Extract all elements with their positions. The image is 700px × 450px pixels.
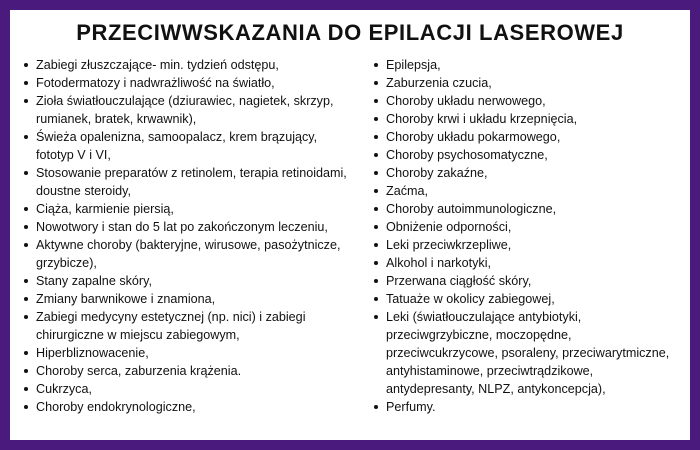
list-item: Świeża opalenizna, samoopalacz, krem brązujący, fototyp V i VI, [22, 128, 352, 164]
list-item: Obniżenie odporności, [372, 218, 672, 236]
list-item: Zmiany barwnikowe i znamiona, [22, 290, 352, 308]
list-item: Przerwana ciągłość skóry, [372, 272, 672, 290]
list-item: Zaburzenia czucia, [372, 74, 672, 92]
list-item: Alkohol i narkotyki, [372, 254, 672, 272]
list-item: Perfumy. [372, 398, 672, 416]
list-item: Choroby układu pokarmowego, [372, 128, 672, 146]
list-item: Fotodermatozy i nadwrażliwość na światło, [22, 74, 352, 92]
list-item: Choroby psychosomatyczne, [372, 146, 672, 164]
list-item: Tatuaże w okolicy zabiegowej, [372, 290, 672, 308]
content-card [10, 10, 690, 440]
list-item: Zioła światłouczulające (dziurawiec, nagietek, skrzyp, rumianek, bratek, krwawnik), [22, 92, 352, 128]
list-item: Choroby serca, zaburzenia krążenia. [22, 362, 352, 380]
list-item: Stany zapalne skóry, [22, 272, 352, 290]
list-item: Epilepsja, [372, 56, 672, 74]
contraindications-list-left [22, 56, 352, 416]
list-item: Hiperbliznowacenie, [22, 344, 352, 362]
list-item: Aktywne choroby (bakteryjne, wirusowe, pasożytnicze, grzybicze), [22, 236, 352, 272]
list-item: Choroby układu nerwowego, [372, 92, 672, 110]
contraindications-list-right [372, 56, 672, 416]
list-item: Choroby zakaźne, [372, 164, 672, 182]
list-item: Nowotwory i stan do 5 lat po zakończonym leczeniu, [22, 218, 352, 236]
list-item: Zabiegi złuszczające- min. tydzień odstępu, [22, 56, 352, 74]
page-title: PRZECIWWSKAZANIA DO EPILACJI LASEROWEJ [76, 20, 624, 45]
list-item: Zabiegi medycyny estetycznej (np. nici) i zabiegi chirurgiczne w miejscu zabiegowym, [22, 308, 352, 344]
list-item: Cukrzyca, [22, 380, 352, 398]
list-item: Leki (światłouczulające antybiotyki, przeciwgrzybiczne, moczopędne, przeciwcukrzycowe, psoraleny, przeciwarytmiczne, antyhistaminowe, przeciwtrądzikowe, antydepresanty, NLPZ, antykoncepcja), [372, 308, 672, 398]
list-item: Choroby autoimmunologiczne, [372, 200, 672, 218]
list-item: Leki przeciwkrzepliwe, [372, 236, 672, 254]
list-item: Choroby endokrynologiczne, [22, 398, 352, 416]
list-item: Ciąża, karmienie piersią, [22, 200, 352, 218]
list-item: Stosowanie preparatów z retinolem, terapia retinoidami, doustne steroidy, [22, 164, 352, 200]
list-item: Zaćma, [372, 182, 672, 200]
list-item: Choroby krwi i układu krzepnięcia, [372, 110, 672, 128]
